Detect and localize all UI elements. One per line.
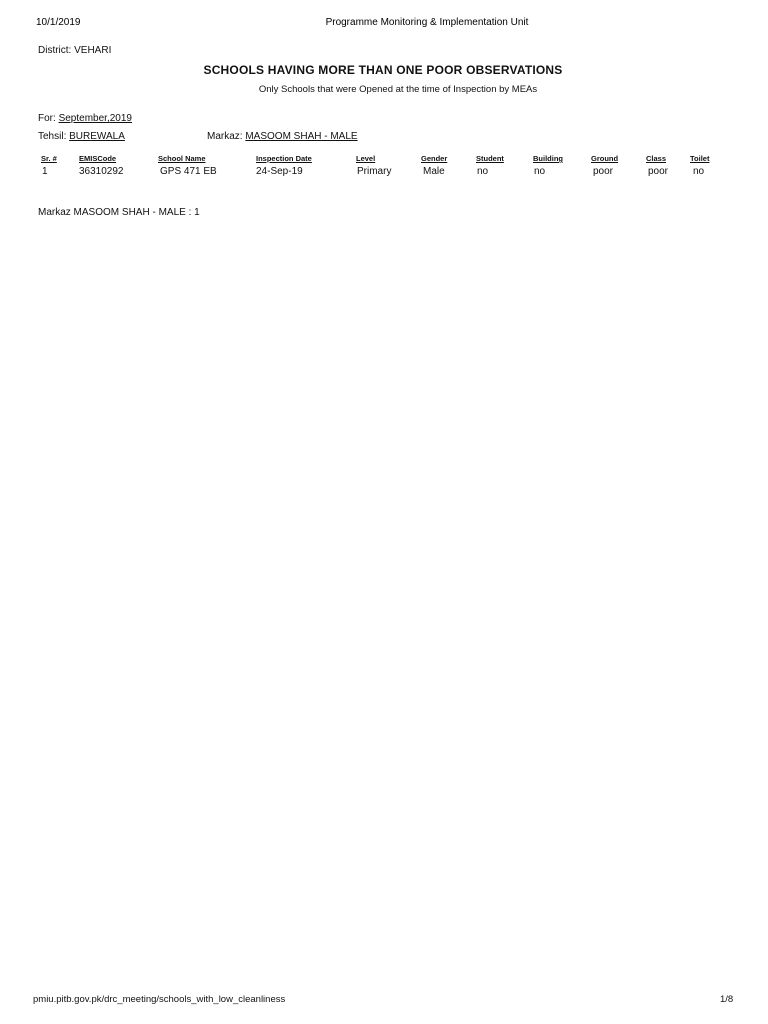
col-header-building: Building	[533, 154, 563, 163]
cell-building: no	[534, 166, 546, 177]
cell-inspection-date: 24-Sep-19	[256, 166, 303, 177]
col-header-level: Level	[356, 154, 376, 163]
cell-student: no	[477, 166, 489, 177]
cell-school-name: GPS 471 EB	[160, 166, 217, 177]
period-month[interactable]: September	[58, 113, 107, 124]
col-header-toilet: Toilet	[690, 154, 710, 163]
cell-ground: poor	[593, 166, 614, 177]
col-header-emis: EMISCode	[79, 154, 117, 163]
cell-class: poor	[648, 166, 669, 177]
cell-sr: 1	[42, 166, 48, 177]
tehsil-value[interactable]: BUREWALA	[69, 131, 125, 142]
markaz-summary: Markaz MASOOM SHAH - MALE : 1	[38, 207, 200, 218]
cell-emis: 36310292	[79, 166, 124, 177]
col-header-sr: Sr. #	[41, 154, 57, 163]
period-comma: ,	[106, 113, 110, 124]
district-value: VEHARI	[74, 45, 112, 56]
print-date: 10/1/2019	[36, 17, 81, 28]
markaz-label: Markaz:	[207, 131, 243, 142]
report-subtitle: Only Schools that were Opened at the time of Inspection by MEAs	[258, 84, 538, 95]
print-url: pmiu.pitb.gov.pk/drc_meeting/schools_with_low_cleanliness	[33, 994, 286, 1005]
period-year[interactable]: 2019	[109, 113, 132, 124]
cell-level: Primary	[357, 166, 392, 177]
cell-toilet: no	[693, 166, 705, 177]
district-line	[38, 45, 111, 56]
for-label: For:	[38, 113, 56, 124]
report-title: SCHOOLS HAVING MORE THAN ONE POOR OBSERVATIONS	[203, 63, 563, 77]
tehsil-label: Tehsil:	[38, 131, 67, 142]
markaz-value[interactable]: MASOOM SHAH - MALE	[245, 131, 358, 142]
col-header-gender: Gender	[421, 154, 448, 163]
col-header-school-name: School Name	[158, 154, 206, 163]
tehsil-line	[38, 131, 125, 142]
markaz-line	[207, 131, 358, 142]
print-page-title: Programme Monitoring & Implementation Unit	[325, 17, 529, 28]
col-header-ground: Ground	[591, 154, 619, 163]
district-label: District:	[38, 45, 72, 56]
cell-gender: Male	[423, 166, 445, 177]
col-header-inspection-date: Inspection Date	[256, 154, 312, 163]
period-line	[38, 113, 132, 124]
col-header-student: Student	[476, 154, 504, 163]
print-page-number: 1/8	[720, 994, 734, 1005]
col-header-class: Class	[646, 154, 667, 163]
